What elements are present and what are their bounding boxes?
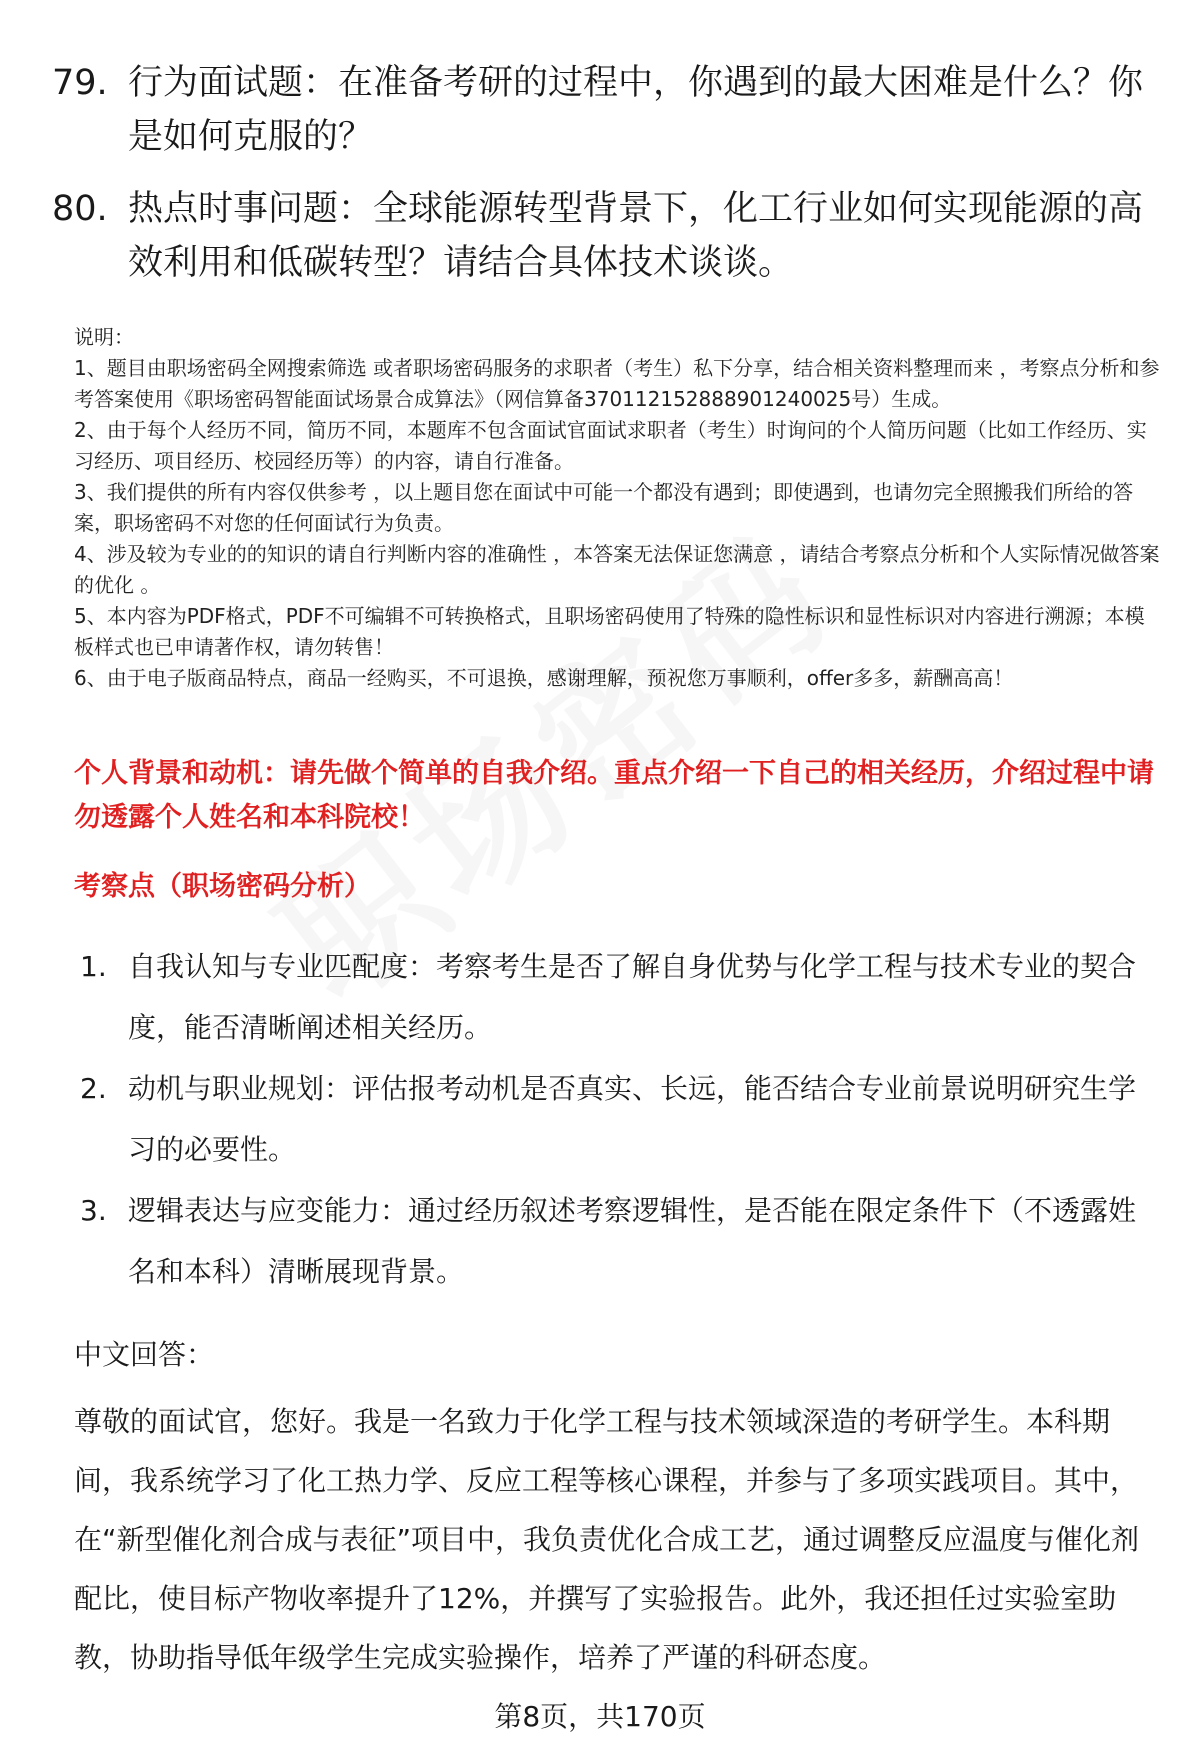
analysis-point: [80, 1058, 1160, 1180]
analysis-point: [80, 1180, 1160, 1302]
analysis-point: [80, 936, 1160, 1058]
point-text: 动机与职业规划：评估报考动机是否真实、长远，能否结合专业前景说明研究生学习的必要性。: [128, 1072, 1137, 1166]
analysis-heading: 考察点（职场密码分析）: [74, 871, 371, 902]
question-list: [52, 56, 1152, 308]
notes-title: 说明：: [74, 325, 134, 349]
note-item: 4、涉及较为专业的的知识的请自行判断内容的准确性 ，本答案无法保证您满意 ，请结合考察点分析和个人实际情况做答案的优化 。: [74, 542, 1160, 597]
question-text: 行为面试题：在准备考研的过程中，你遇到的最大困难是什么？你是如何克服的？: [128, 63, 1144, 157]
question-number: 80.: [52, 189, 108, 229]
page-footer: 第8页，共170页: [494, 1700, 706, 1733]
question-number: 79.: [52, 63, 108, 103]
notes-section: [74, 322, 1164, 694]
point-number: 1.: [80, 950, 107, 983]
answer-heading: 中文回答：: [74, 1338, 215, 1371]
note-item: 5、本内容为PDF格式，PDF不可编辑不可转换格式，且职场密码使用了特殊的隐性标识和显性标识对内容进行溯源；本模板样式也已申请著作权，请勿转售！: [74, 604, 1145, 659]
question-item: [52, 56, 1152, 164]
question-text: 热点时事问题：全球能源转型背景下，化工行业如何实现能源的高效利用和低碳转型？请结合具体技术谈谈。: [128, 189, 1144, 283]
answer-body: 尊敬的面试官，您好。我是一名致力于化学工程与技术领域深造的考研学生。本科期间，我系统学习了化工热力学、反应工程等核心课程，并参与了多项实践项目。其中，在“新型催化剂合成与表征”项目中，我负责优化合成工艺，通过调整反应温度与催化剂配比，使目标产物收率提升了12%，并撰写了实验报告。此外，我还担任过实验室助教，协助指导低年级学生完成实验操作，培养了严谨的科研态度。: [74, 1405, 1140, 1674]
point-number: 2.: [80, 1072, 107, 1105]
note-item: 3、我们提供的所有内容仅供参考 ，以上题目您在面试中可能一个都没有遇到；即使遇到，也请勿完全照搬我们所给的答案，职场密码不对您的任何面试行为负责。: [74, 480, 1134, 535]
point-text: 自我认知与专业匹配度：考察考生是否了解自身优势与化学工程与技术专业的契合度，能否清晰阐述相关经历。: [128, 950, 1137, 1044]
note-item: 6、由于电子版商品特点，商品一经购买，不可退换，感谢理解，预祝您万事顺利，offer多多，薪酬高高！: [74, 666, 1014, 690]
point-text: 逻辑表达与应变能力：通过经历叙述考察逻辑性，是否能在限定条件下（不透露姓名和本科）清晰展现背景。: [128, 1194, 1137, 1288]
analysis-points: [80, 936, 1160, 1302]
point-number: 3.: [80, 1194, 107, 1227]
question-item: [52, 182, 1152, 290]
current-question: 个人背景和动机：请先做个简单的自我介绍。重点介绍一下自己的相关经历，介绍过程中请勿透露个人姓名和本科院校！: [74, 758, 1154, 833]
note-item: 2、由于每个人经历不同，简历不同，本题库不包含面试官面试求职者（考生）时询问的个人简历问题（比如工作经历、实习经历、项目经历、校园经历等）的内容，请自行准备。: [74, 418, 1147, 473]
note-item: 1、题目由职场密码全网搜索筛选 或者职场密码服务的求职者（考生）私下分享，结合相关资料整理而来 ，考察点分析和参考答案使用《职场密码智能面试场景合成算法》（网信算备370112152888901240025号）生成。: [74, 356, 1160, 411]
